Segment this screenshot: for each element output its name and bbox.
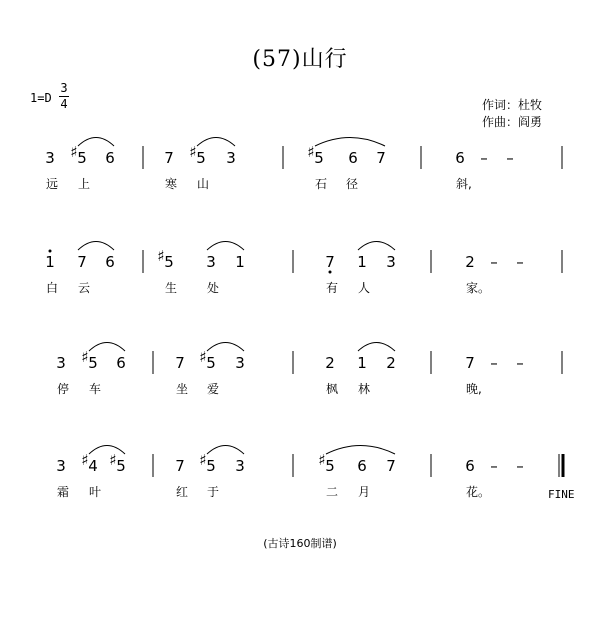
note-digit: 6	[465, 457, 475, 475]
note-digit: 1	[357, 354, 367, 372]
note-digit: 6	[357, 457, 367, 475]
lyric-char: 人	[358, 281, 371, 295]
lyric-char: 花。	[466, 485, 491, 499]
slur	[78, 242, 114, 251]
sustain-dash: –	[516, 253, 524, 271]
lyric-char: 车	[89, 382, 102, 396]
note-digit: 7	[175, 354, 185, 372]
lyric-char: 叶	[89, 485, 102, 499]
note-digit: 5	[77, 149, 87, 167]
slur	[358, 242, 395, 251]
lyric-char: 有	[326, 281, 339, 295]
sustain-dash: –	[490, 354, 498, 372]
note-digit: 5	[325, 457, 335, 475]
lyric-char: 处	[207, 281, 220, 295]
note-digit: 6	[116, 354, 126, 372]
lyric-char: 云	[78, 281, 91, 295]
lyric-char: 家。	[466, 281, 491, 295]
note-digit: 6	[455, 149, 465, 167]
note-digit: 2	[465, 253, 475, 271]
note-digit: 3	[235, 457, 245, 475]
sharp-sign: ♯	[189, 143, 197, 161]
note-digit: 5	[206, 457, 216, 475]
sharp-sign: ♯	[307, 143, 315, 161]
lyric-char: 爱	[207, 382, 220, 396]
time-signature-top: 3	[60, 81, 68, 95]
lyric-char: 二	[326, 485, 339, 499]
slur	[89, 446, 125, 455]
note-digit: 6	[105, 253, 115, 271]
slur	[89, 343, 125, 352]
lyric-char: 远	[46, 177, 59, 191]
sharp-sign: ♯	[70, 143, 78, 161]
note-digit: 3	[226, 149, 236, 167]
lyric-char: 斜,	[456, 177, 472, 191]
time-signature-bottom: 4	[60, 97, 68, 111]
lyric-char: 山	[197, 177, 210, 191]
song-title: (57)山行	[252, 47, 348, 72]
sharp-sign: ♯	[81, 348, 89, 366]
lyric-char: 坐	[176, 382, 189, 396]
note-digit: 7	[386, 457, 396, 475]
note-digit: 5	[116, 457, 126, 475]
lyric-char: 径	[346, 177, 359, 191]
note-digit: 2	[325, 354, 335, 372]
note-digit: 5	[206, 354, 216, 372]
slur	[207, 242, 244, 251]
sustain-dash: –	[516, 457, 524, 475]
note-digit: 6	[348, 149, 358, 167]
note-digit: 5	[164, 253, 174, 271]
note-digit: 3	[386, 253, 396, 271]
note-digit: 7	[164, 149, 174, 167]
lyric-char: 霜	[57, 485, 70, 499]
key-signature: 1=D	[30, 91, 52, 105]
note-digit: 7	[376, 149, 386, 167]
note-digit: 1	[45, 253, 55, 271]
note-digit: 7	[77, 253, 87, 271]
sharp-sign: ♯	[199, 348, 207, 366]
lyric-char: 寒	[165, 177, 178, 191]
sustain-dash: –	[506, 149, 514, 167]
composer-credit: 作曲：阎勇	[482, 115, 543, 129]
slur	[197, 138, 235, 147]
fine-marker: FINE	[548, 488, 575, 501]
lyricist-credit: 作词：杜牧	[482, 98, 543, 112]
lyric-char: 林	[358, 382, 371, 396]
slur	[315, 138, 385, 147]
note-digit: 5	[88, 354, 98, 372]
note-digit: 3	[45, 149, 55, 167]
octave-dot-above	[49, 250, 52, 253]
note-digit: 7	[175, 457, 185, 475]
octave-dot-below	[329, 271, 332, 274]
lyric-char: 石	[315, 177, 328, 191]
lyric-char: 红	[176, 485, 189, 499]
sharp-sign: ♯	[318, 451, 326, 469]
slur	[358, 343, 395, 352]
lyric-char: 月	[358, 485, 371, 499]
lyric-char: 晚,	[466, 382, 482, 396]
lyric-char: 枫	[326, 382, 339, 396]
sharp-sign: ♯	[81, 451, 89, 469]
lyric-char: 白	[46, 281, 59, 295]
note-digit: 5	[314, 149, 324, 167]
note-digit: 7	[325, 253, 335, 271]
sharp-sign: ♯	[109, 451, 117, 469]
lyric-char: 停	[57, 382, 70, 396]
sustain-dash: –	[490, 253, 498, 271]
sharp-sign: ♯	[199, 451, 207, 469]
note-digit: 2	[386, 354, 396, 372]
note-digit: 7	[465, 354, 475, 372]
lyric-char: 生	[165, 281, 178, 295]
slur	[207, 343, 244, 352]
note-digit: 3	[56, 354, 66, 372]
note-digit: 6	[105, 149, 115, 167]
slur	[207, 446, 244, 455]
footer-note: (古诗160制谱)	[263, 537, 337, 550]
sustain-dash: –	[480, 149, 488, 167]
slur	[78, 138, 114, 147]
note-digit: 3	[56, 457, 66, 475]
note-digit: 5	[196, 149, 206, 167]
note-digit: 1	[357, 253, 367, 271]
sustain-dash: –	[490, 457, 498, 475]
note-digit: 3	[206, 253, 216, 271]
note-digit: 3	[235, 354, 245, 372]
sustain-dash: –	[516, 354, 524, 372]
note-digit: 1	[235, 253, 245, 271]
lyric-char: 上	[78, 177, 91, 191]
slur	[326, 446, 395, 455]
sharp-sign: ♯	[157, 247, 165, 265]
note-digit: 4	[88, 457, 98, 475]
lyric-char: 于	[207, 485, 220, 499]
